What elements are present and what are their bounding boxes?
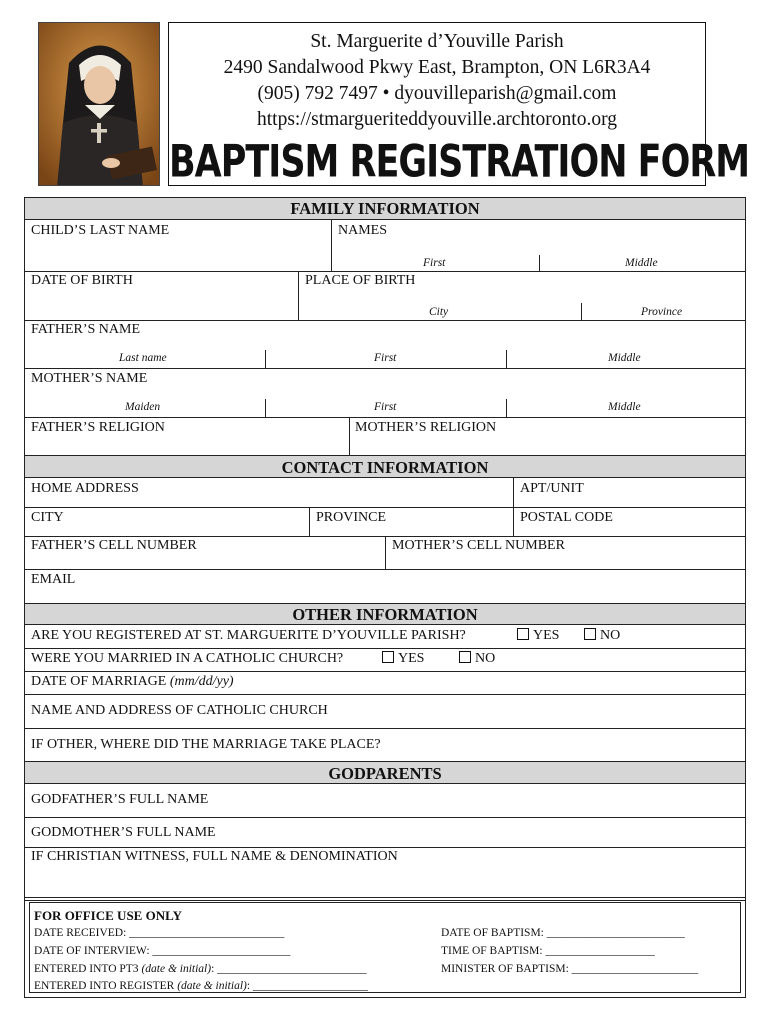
email-label: EMAIL [31,572,76,587]
date-interview-line: DATE OF INTERVIEW: ________________________ [34,945,291,957]
child-last-name-label: CHILD’S LAST NAME [31,223,170,238]
registered-no-checkbox[interactable] [584,628,596,640]
fathers-religion-label: FATHER’S RELIGION [31,420,165,435]
office-use-title: FOR OFFICE USE ONLY [34,908,182,923]
christian-witness-label: IF CHRISTIAN WITNESS, FULL NAME & DENOMINATION [31,849,398,864]
names-middle-hint: Middle [625,257,658,269]
mothers-name-label: MOTHER’S NAME [31,371,148,386]
parish-address: 2490 Sandalwood Pkwy East, Brampton, ON L6R3A4 [223,57,651,78]
fathers-cell-label: FATHER’S CELL NUMBER [31,538,197,553]
date-received-line: DATE RECEIVED: ___________________________ [34,927,285,939]
date-baptism-line: DATE OF BAPTISM: ________________________ [441,927,685,939]
city-label: CITY [31,510,64,525]
mother-maiden-hint: Maiden [125,401,161,413]
registered-no-option[interactable]: NO [584,628,620,644]
portrait-image [39,23,160,186]
names-label: NAMES [338,223,388,238]
entered-pt3-line: ENTERED INTO PT3 (date & initial): __________________________ [34,963,367,975]
date-of-birth-label: DATE OF BIRTH [31,273,133,288]
godparents-heading: GODPARENTS [25,761,745,784]
birth-province-hint: Province [641,306,683,318]
if-other-marriage-label: IF OTHER, WHERE DID THE MARRIAGE TAKE PLACE? [31,737,381,752]
place-of-birth-label: PLACE OF BIRTH [305,273,416,288]
father-first-hint: First [374,352,397,364]
church-name-address-label: NAME AND ADDRESS OF CATHOLIC CHURCH [31,703,328,718]
mothers-cell-label: MOTHER’S CELL NUMBER [392,538,565,553]
time-baptism-line: TIME OF BAPTISM: ___________________ [441,945,655,957]
province-label: PROVINCE [316,510,387,525]
godmother-label: GODMOTHER’S FULL NAME [31,825,216,840]
married-yes-checkbox[interactable] [382,651,394,663]
godfather-label: GODFATHER’S FULL NAME [31,792,209,807]
married-yes-option[interactable]: YES [382,651,424,667]
date-of-marriage-label: DATE OF MARRIAGE (mm/dd/yy) [31,674,234,689]
married-question: WERE YOU MARRIED IN A CATHOLIC CHURCH? [31,651,344,666]
parish-contact: (905) 792 7497 • dyouvilleparish@gmail.com [257,83,617,104]
mother-first-hint: First [374,401,397,413]
fathers-name-label: FATHER’S NAME [31,322,141,337]
form-title: BAPTISM REGISTRATION FORM [169,137,750,189]
apt-unit-label: APT/UNIT [520,481,584,496]
office-use-box [24,897,746,998]
registered-yes-option[interactable]: YES [517,628,559,644]
father-last-name-hint: Last name [119,352,167,364]
saint-portrait [38,22,160,186]
contact-info-heading: CONTACT INFORMATION [25,455,745,478]
registered-question: ARE YOU REGISTERED AT ST. MARGUERITE D’YOUVILLE PARISH? [31,628,466,643]
married-no-checkbox[interactable] [459,651,471,663]
parish-website: https://stmargueriteddyouville.archtoronto.org [257,109,617,130]
other-info-heading: OTHER INFORMATION [25,603,745,625]
parish-header [168,22,750,189]
father-middle-hint: Middle [608,352,641,364]
minister-baptism-line: MINISTER OF BAPTISM: ______________________ [441,963,699,975]
birth-city-hint: City [429,306,449,318]
registration-form [24,197,746,901]
mother-middle-hint: Middle [608,401,641,413]
registered-yes-checkbox[interactable] [517,628,529,640]
married-no-option[interactable]: NO [459,651,495,667]
names-first-hint: First [423,257,446,269]
mothers-religion-label: MOTHER’S RELIGION [355,420,497,435]
postal-code-label: POSTAL CODE [520,510,613,525]
family-info-heading: FAMILY INFORMATION [25,198,745,220]
entered-register-line: ENTERED INTO REGISTER (date & initial): ____________________ [34,980,368,992]
home-address-label: HOME ADDRESS [31,481,139,496]
parish-name: St. Marguerite d’Youville Parish [310,31,564,52]
date-format-hint: (mm/dd/yy) [169,674,234,689]
